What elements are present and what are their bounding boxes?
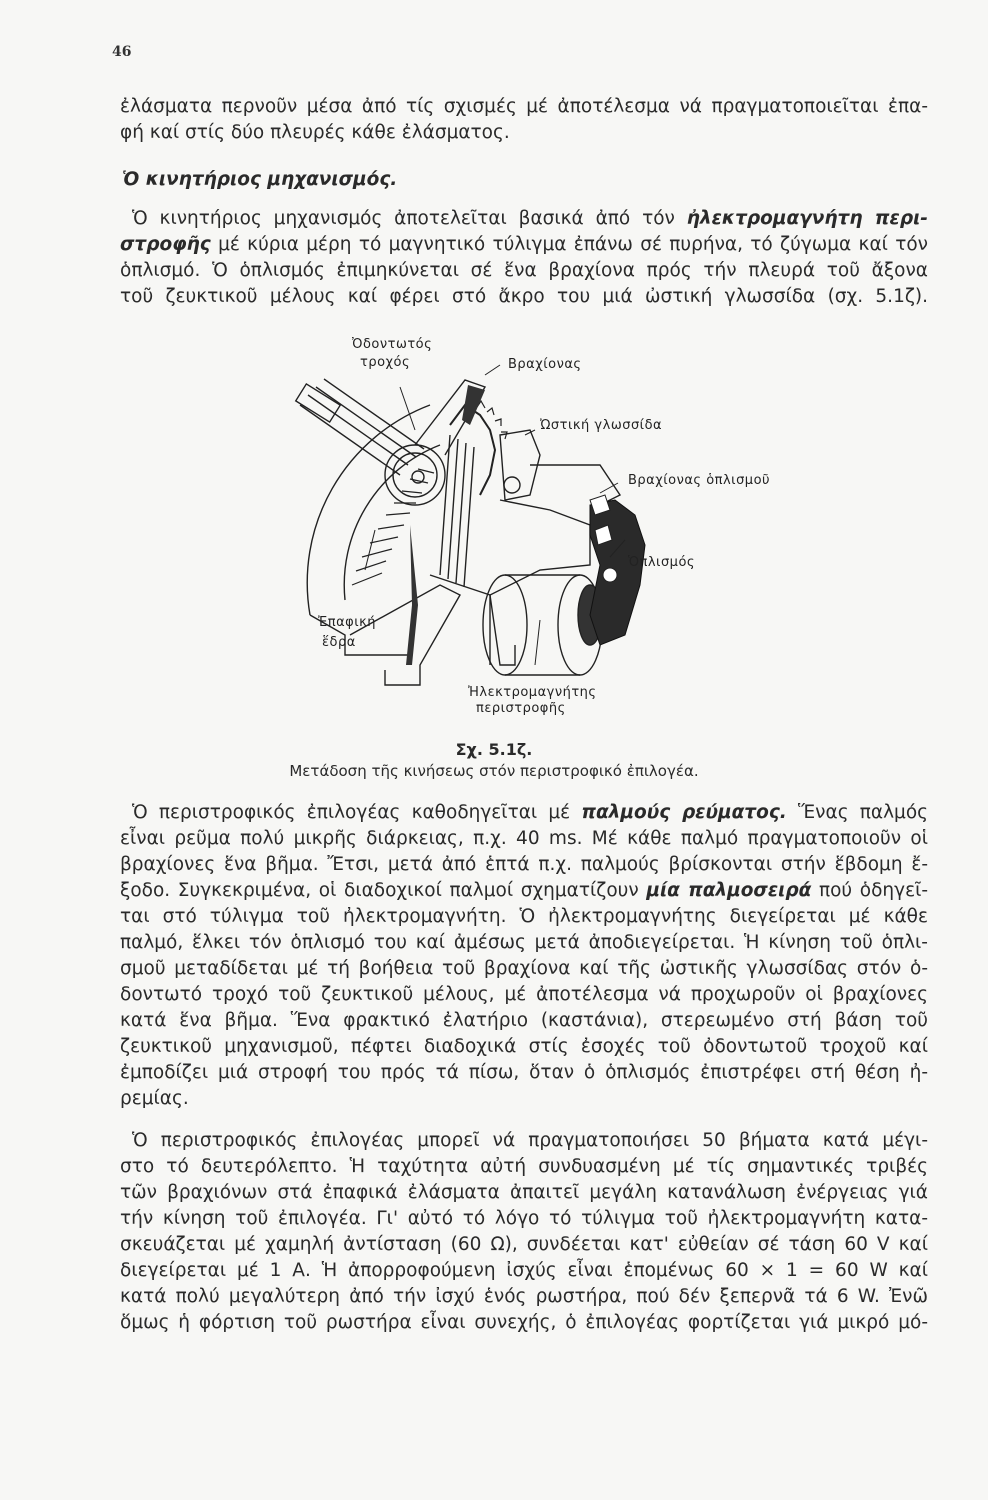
text-line: διεγείρεται μέ 1 Α. Ἡ ἀπορροφούμενη ἰσχύς εἶναι ἑπομένως 60 × 1 = 60 W καί	[120, 1260, 928, 1281]
emphasis-term: μία παλμοσειρά	[646, 880, 812, 901]
label-rotation-magnet-line2: περιστροφῆς	[476, 701, 566, 716]
label-gear-wheel-line1: Ὀδοντωτός	[352, 337, 433, 352]
text-line: ὁπλισμό. Ὁ ὁπλισμός ἐπιμηκύνεται σέ ἕνα βραχίονα πρός τήν πλευρά τοῦ ἄξονα	[120, 260, 928, 281]
text-span: ξοδο. Συγκεκριμένα, οἱ διαδοχικοί παλμοί σχηματίζουν	[120, 880, 647, 901]
text-line	[120, 206, 928, 232]
text-line: σμοῦ μεταδίδεται μέ τή βοήθεια τοῦ βραχίονα καί τῆς ὠστικῆς γλωσσίδας στόν ὁ-	[120, 958, 928, 979]
text-line: ρεμίας.	[120, 1088, 189, 1109]
paragraph-pulses	[120, 800, 928, 1112]
text-line	[120, 232, 928, 258]
wiper-arms	[300, 379, 424, 475]
text-line: βραχίονες ἕνα βῆμα. Ἔτσι, μετά ἀπό ἑπτά π.χ. παλμούς βρίσκονται στήν ἕβδομη ἔ-	[120, 854, 928, 875]
contact-bank-inner-arc	[344, 445, 440, 600]
mechanism-illustration	[290, 335, 790, 735]
text-line: ζευκτικοῦ μηχανισμοῦ, πέφτει διαδοχικά στίς ἐσοχές τοῦ ὀδοντωτοῦ τροχοῦ καί	[120, 1036, 928, 1057]
text-line: τοῦ ζευκτικοῦ μέλους καί φέρει στό ἄκρο του μιά ὠστική γλωσσίδα (σχ. 5.1ζ).	[120, 286, 928, 307]
text-line: στο τό δευτερόλεπτο. Ἡ ταχύτητα αὐτή συνδυασμένη μέ τίς σημαντικές τριβές	[120, 1156, 928, 1177]
text-span: Ὁ περιστροφικός ἐπιλογέας καθοδηγεῖται μέ	[132, 802, 582, 823]
text-line: ἐμποδίζει μιά στροφή του πρός τά πίσω, ὅταν ὁ ὁπλισμός ἐπιστρέφει στή θέση ἠ-	[120, 1062, 928, 1083]
section-heading: Ὁ κινητήριος μηχανισμός.	[122, 169, 398, 190]
text-span: Ἕνας παλμός	[786, 802, 928, 823]
text-line: δοντωτό τροχό τοῦ ζευκτικοῦ μέλους, μέ ἀποτέλεσμα νά προχωροῦν οἱ βραχίονες	[120, 984, 928, 1005]
hub	[385, 445, 445, 505]
text-line: τῶν βραχιόνων στά ἐπαφικά ἐλάσματα ἀπαιτεῖ μεγάλη κατανάλωση ἐνέργειας γιά	[120, 1182, 928, 1203]
label-armature: Ὁπλισμός	[628, 555, 696, 570]
text-line	[120, 800, 928, 826]
text-line: ἐλάσματα περνοῦν μέσα ἀπό τίς σχισμές μέ ἀποτέλεσμα νά πραγματοποιεῖται ἐπα-	[120, 96, 928, 117]
figure-caption: Μετάδοση τῆς κινήσεως στόν περιστροφικό ἐπιλογέα.	[289, 762, 699, 780]
label-contact-seat-line2: ἕδρα	[322, 635, 356, 650]
figure-rotary-selector	[290, 335, 790, 735]
text-span: πού ὁδηγεῖ-	[811, 880, 929, 901]
text-line: ὅμως ἡ φόρτιση τοῦ ρωστήρα εἶναι συνεχής, ὁ ἐπιλογέας φορτίζεται γιά μικρό μό-	[120, 1312, 928, 1333]
text-line: τήν κίνηση τοῦ ἐπιλογέα. Γι' αὐτό τό λόγο τό τύλιγμα τοῦ ἠλεκτρομαγνήτη κατα-	[120, 1208, 928, 1229]
label-arm: Βραχίονας	[508, 357, 582, 372]
text-line: εἶναι ρεῦμα πολύ μικρῆς διάρκειας, π.χ. 40 ms. Μέ κάθε παλμό πραγματοποιοῦν οἱ	[120, 828, 928, 849]
armature-block	[590, 500, 645, 645]
label-contact-seat-line1: Ἐπαφική	[318, 615, 377, 630]
paragraph-motor-mechanism	[120, 206, 928, 310]
emphasis-term: παλμούς ρεύματος.	[581, 802, 787, 823]
label-push-tongue: Ὠστική γλωσσίδα	[540, 418, 663, 433]
text-span: μέ κύρια μέρη τό μαγνητικό τύλιγμα ἐπάνω σέ πυρήνα, τό ζύγωμα καί τόν	[210, 234, 928, 255]
page-number: 46	[112, 44, 132, 60]
text-line: σκευάζεται μέ χαμηλή ἀντίσταση (60 Ω), συνδέεται κατ' εὐθείαν σέ τάση 60 V καί	[120, 1234, 928, 1255]
label-rotation-magnet-line1: Ἠλεκτρομαγνήτης	[468, 685, 597, 700]
contact-lamellae	[352, 469, 434, 585]
label-armature-arm: Βραχίονας ὁπλισμοῦ	[628, 473, 771, 488]
text-line: παλμό, ἕλκει τόν ὁπλισμό του καί ἀμέσως μετά ἀποδιεγείρεται. Ἡ κίνηση τοῦ ὁπλι-	[120, 932, 928, 953]
text-line: φή καί στίς δύο πλευρές κάθε ἐλάσματος.	[120, 122, 510, 143]
text-line	[120, 878, 928, 904]
text-line: ται στό τύλιγμα τοῦ ἠλεκτρομαγνήτη. Ὁ ἠλεκτρομαγνήτης διεγείρεται μέ κάθε	[120, 906, 928, 927]
intro-paragraph	[120, 94, 928, 146]
emphasis-term: στροφῆς	[120, 234, 211, 255]
text-line: κατά ἕνα βῆμα. Ἕνα φρακτικό ἐλατήριο (καστάνια), στερεωμένο στή βάση τοῦ	[120, 1010, 928, 1031]
figure-number: Σχ. 5.1ζ.	[455, 740, 533, 759]
text-line: Ὁ περιστροφικός ἐπιλογέας μπορεῖ νά πραγματοποιήσει 50 βήματα κατά μέγι-	[132, 1130, 928, 1151]
emphasis-term: ἠλεκτρομαγνήτη περι-	[686, 208, 928, 229]
text-span: Ὁ κινητήριος μηχανισμός ἀποτελεῖται βασικά ἀπό τόν	[132, 208, 687, 229]
text-line: κατά πολύ μεγαλύτερη ἀπό τήν ἰσχύ ἑνός ρωστήρα, πού δέν ξεπερνᾶ τά 6 W. Ἐνῶ	[120, 1286, 928, 1307]
paragraph-steps-power	[120, 1128, 928, 1336]
label-gear-wheel-line2: τροχός	[360, 355, 411, 370]
